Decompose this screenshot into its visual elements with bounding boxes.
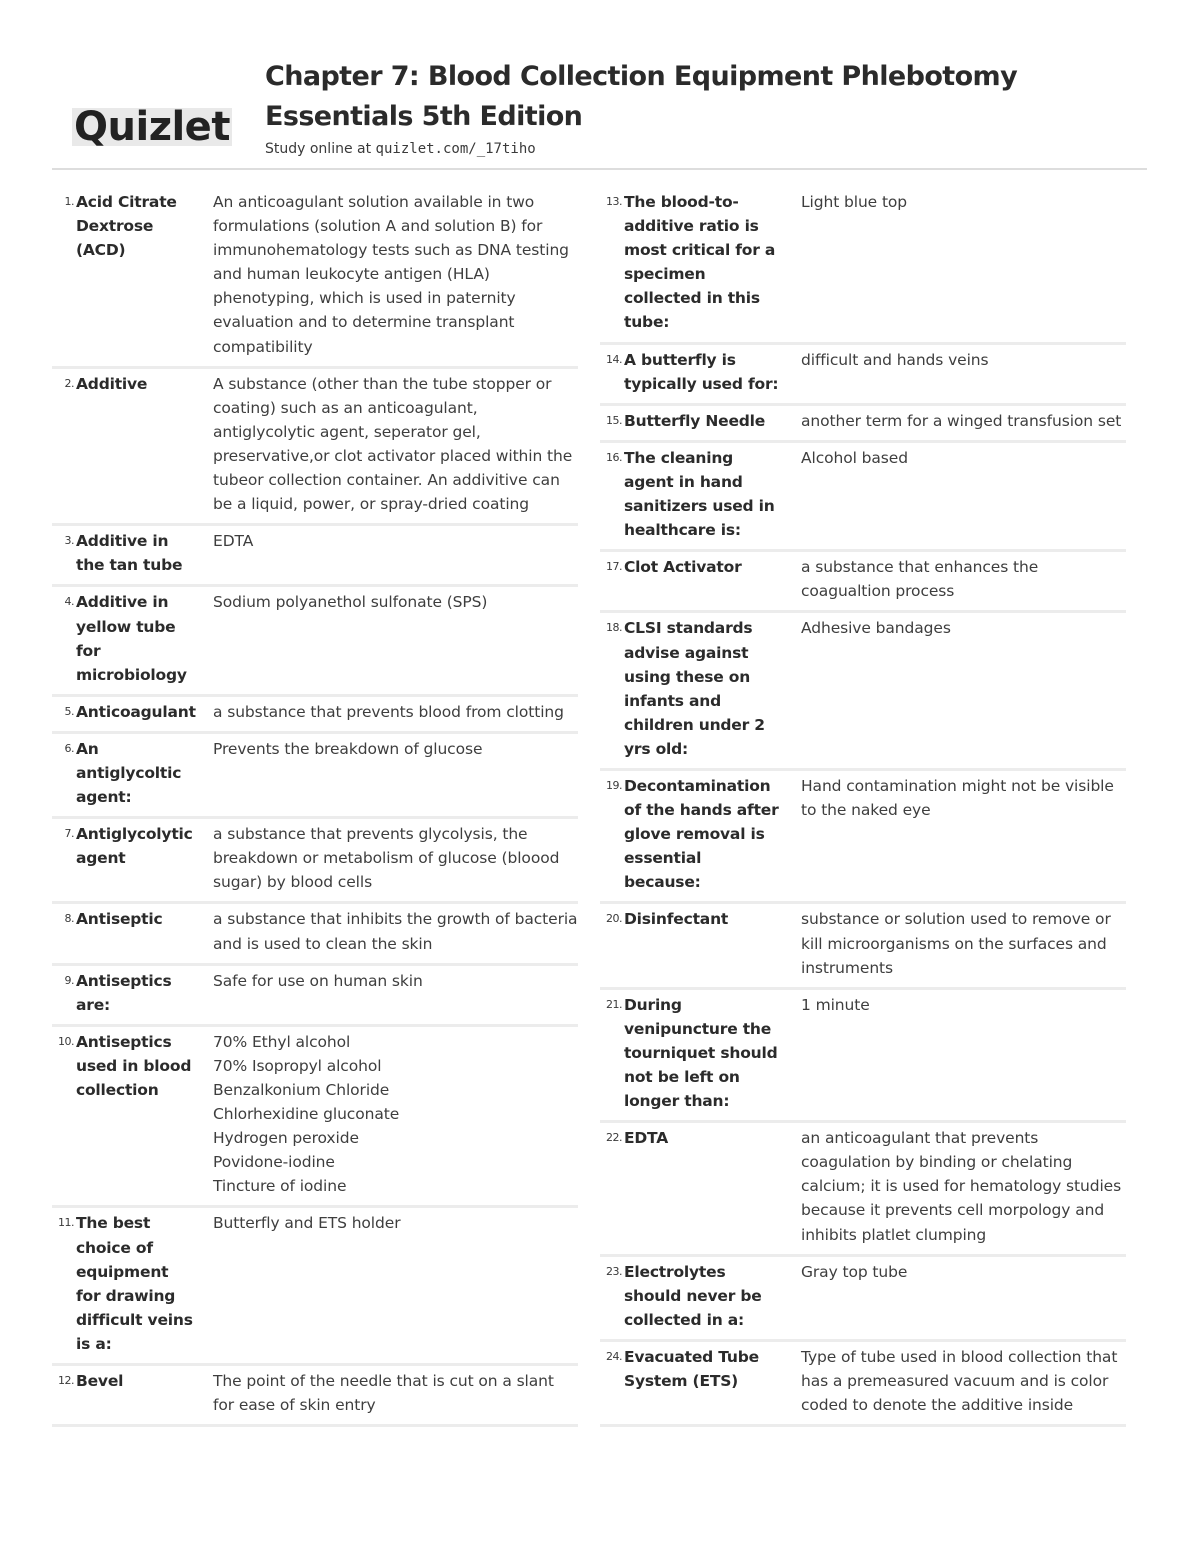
terms-column-right xyxy=(600,187,1126,1427)
term-word: Additive xyxy=(76,374,148,393)
term-definition: a substance that enhances the coagualtion process xyxy=(801,558,1039,601)
term-definition: an anticoagulant that prevents coagulation by binding or chelating calcium; it is used for hematology studies because it prevents cell morpology and inhibits platlet clumping xyxy=(801,1129,1122,1244)
term-word: During venipuncture the tourniquet should not be left on longer than: xyxy=(624,995,778,1111)
term-word: Electrolytes should never be collected in a: xyxy=(624,1262,762,1329)
term-definition: Adhesive bandages xyxy=(801,619,951,638)
page-header xyxy=(0,0,1200,170)
term-number: 9. xyxy=(64,973,74,987)
term-definition: another term for a winged transfusion set xyxy=(801,411,1122,430)
term-number: 17. xyxy=(606,560,622,574)
term-number: 2. xyxy=(64,376,74,390)
term-number: 4. xyxy=(64,595,74,609)
term-row xyxy=(600,613,1126,771)
term-definition: Alcohol based xyxy=(801,448,908,467)
term-word: Additive in yellow tube for microbiology xyxy=(76,593,187,684)
term-number: 14. xyxy=(606,352,622,366)
term-row xyxy=(52,187,578,369)
header-divider xyxy=(52,168,1147,170)
term-row xyxy=(52,1366,578,1427)
term-definition: a substance that prevents glycolysis, the breakdown or metabolism of glucose (bloood sugar) by blood cells xyxy=(213,825,560,892)
term-row xyxy=(52,587,578,696)
study-url-link[interactable]: quizlet.com/_17tiho xyxy=(375,141,536,157)
term-definition: 1 minute xyxy=(801,995,870,1014)
term-definition: a substance that prevents blood from clotting xyxy=(213,702,564,721)
term-word: The blood-to-additive ratio is most critical for a specimen collected in this tube: xyxy=(624,193,776,332)
term-number: 7. xyxy=(64,827,74,841)
term-definition: Sodium polyanethol sulfonate (SPS) xyxy=(213,593,488,612)
term-word: Antiseptics are: xyxy=(76,971,172,1014)
term-row xyxy=(600,990,1126,1123)
term-number: 18. xyxy=(606,621,622,635)
term-row xyxy=(600,1342,1126,1427)
term-row xyxy=(600,771,1126,904)
study-online-label: Study online at xyxy=(265,141,376,157)
term-row xyxy=(52,526,578,587)
term-definition: Type of tube used in blood collection that has a premeasured vacuum and is color coded to denote the additive inside xyxy=(801,1347,1118,1415)
term-definition: Hand contamination might not be visible to the naked eye xyxy=(801,776,1114,820)
term-word: The best choice of equipment for drawing difficult veins is a: xyxy=(76,1214,193,1353)
term-definition: difficult and hands veins xyxy=(801,350,989,369)
term-number: 24. xyxy=(606,1349,622,1363)
term-word: Butterfly Needle xyxy=(624,411,766,430)
term-word: Additive in the tan tube xyxy=(76,532,183,575)
term-word: CLSI standards advise against using these on infants and children under 2 yrs old: xyxy=(624,619,765,758)
term-number: 8. xyxy=(64,912,74,926)
term-word: Antiseptics used in blood collection xyxy=(76,1032,192,1099)
term-definition: Butterfly and ETS holder xyxy=(213,1214,401,1233)
term-word: Antiseptic xyxy=(76,910,163,929)
term-number: 22. xyxy=(606,1131,622,1145)
term-row xyxy=(52,819,578,904)
term-number: 5. xyxy=(64,704,74,718)
term-word: Antiglycolytic agent xyxy=(76,825,193,868)
term-row xyxy=(52,697,578,734)
term-row xyxy=(52,904,578,965)
term-word: Decontamination of the hands after glove removal is essential because: xyxy=(624,776,779,892)
quizlet-logo: Quizlet xyxy=(74,104,230,150)
term-word: A butterfly is typically used for: xyxy=(624,350,779,393)
term-row xyxy=(52,1208,578,1366)
term-number: 6. xyxy=(64,741,74,755)
term-number: 10. xyxy=(58,1034,74,1048)
term-row xyxy=(600,904,1126,989)
term-row xyxy=(600,1123,1126,1256)
term-definition: 70% Ethyl alcohol 70% Isopropyl alcohol Benzalkonium Chloride Chlorhexidine gluconate Hydrogen peroxide Povidone-iodine Tincture of iodine xyxy=(213,1032,400,1196)
term-row xyxy=(600,345,1126,406)
term-definition: substance or solution used to remove or kill microorganisms on the surfaces and instruments xyxy=(801,910,1111,977)
study-online-line xyxy=(265,141,536,157)
term-number: 21. xyxy=(606,997,622,1011)
term-row xyxy=(600,552,1126,613)
term-word: Clot Activator xyxy=(624,558,742,577)
term-number: 11. xyxy=(58,1216,74,1230)
term-row xyxy=(52,734,578,819)
term-word: Bevel xyxy=(76,1372,124,1391)
term-row xyxy=(600,1257,1126,1342)
term-definition: EDTA xyxy=(213,532,254,551)
term-number: 3. xyxy=(64,534,74,548)
term-definition: An anticoagulant solution available in two formulations (solution A and solution B) for immunohematology tests such as DNA testing and human leukocyte antigen (HLA) phenotyping, which is used in paternity evaluation and to determine transplant compatibility xyxy=(213,193,569,356)
term-word: Evacuated Tube System (ETS) xyxy=(624,1347,759,1391)
term-row xyxy=(600,443,1126,552)
term-definition: Light blue top xyxy=(801,193,908,211)
term-definition: A substance (other than the tube stopper or coating) such as an anticoagulant, antiglycolytic agent, seperator gel, preservative,or clot activator placed within the tubeor collection container. An addivitive can be a liquid, power, or spray-dried coating xyxy=(213,374,573,514)
term-definition: Gray top tube xyxy=(801,1262,908,1281)
term-number: 19. xyxy=(606,778,622,792)
term-word: EDTA xyxy=(624,1129,669,1148)
terms-column-left xyxy=(52,187,578,1427)
term-word: Anticoagulant xyxy=(76,702,196,721)
term-number: 15. xyxy=(606,413,622,427)
term-number: 20. xyxy=(606,912,622,926)
page-title: Chapter 7: Blood Collection Equipment Phlebotomy Essentials 5th Edition xyxy=(265,61,1018,132)
term-number: 13. xyxy=(606,195,622,208)
term-row xyxy=(52,966,578,1027)
term-row xyxy=(52,1027,578,1209)
term-definition: a substance that inhibits the growth of bacteria and is used to clean the skin xyxy=(213,910,578,953)
term-row xyxy=(52,369,578,527)
term-number: 16. xyxy=(606,450,622,464)
term-row xyxy=(600,406,1126,443)
term-number: 23. xyxy=(606,1264,622,1278)
term-word: Acid Citrate Dextrose (ACD) xyxy=(76,193,177,260)
term-row xyxy=(600,187,1126,345)
term-definition: The point of the needle that is cut on a slant for ease of skin entry xyxy=(213,1372,554,1415)
term-word: An antiglycoltic agent: xyxy=(76,739,182,807)
term-word: Disinfectant xyxy=(624,910,729,929)
term-number: 12. xyxy=(58,1374,74,1388)
term-word: The cleaning agent in hand sanitizers used in healthcare is: xyxy=(624,448,775,540)
term-number: 1. xyxy=(64,195,74,208)
term-definition: Safe for use on human skin xyxy=(213,971,423,990)
term-definition: Prevents the breakdown of glucose xyxy=(213,739,483,758)
